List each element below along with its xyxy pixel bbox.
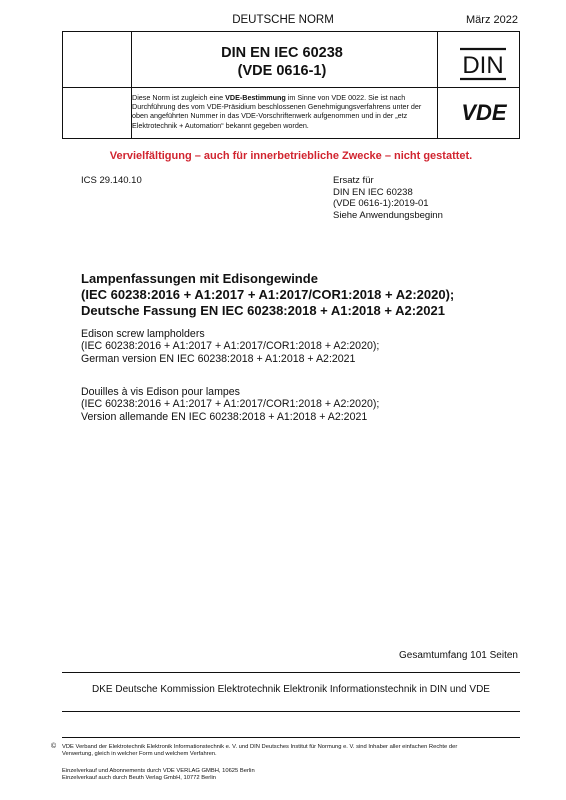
- standard-number-line2: (VDE 0616-1): [237, 63, 327, 79]
- title-french-line: (IEC 60238:2016 + A1:2017 + A1:2017/COR1:2018 + A2:2020);: [81, 398, 380, 411]
- copyright-text: VDE Verband der Elektrotechnik Elektronik Informationstechnik e. V. und DIN Deutsches Institut für Normung e. V. sind Inhaber aller einfachen Rechte der Verwertung, gleich in welcher Form und welchem Verfahren.: [62, 744, 458, 757]
- vde-note-prefix: Diese Norm ist zugleich eine: [132, 93, 226, 102]
- title-german-line: (IEC 60238:2016 + A1:2017 + A1:2017/COR1:2018 + A2:2020);: [81, 287, 455, 303]
- replacement-line: Siehe Anwendungsbeginn: [333, 209, 443, 221]
- frame-middle-rule: [62, 87, 520, 88]
- standard-number-line1: DIN EN IEC 60238: [221, 45, 343, 61]
- dke-bottom-rule: [62, 711, 520, 712]
- replacement-line: DIN EN IEC 60238: [333, 186, 413, 198]
- replacement-info: [333, 175, 443, 221]
- frame-bottom-rule: [62, 138, 520, 139]
- replacement-line: Ersatz für: [333, 175, 374, 186]
- sales-line: Einzelverkauf und Abonnements durch VDE VERLAG GMBH, 10625 Berlin: [62, 768, 255, 774]
- total-pages: Gesamtumfang 101 Seiten: [399, 650, 518, 661]
- title-french-line: Version allemande EN IEC 60238:2018 + A1:2018 + A2:2021: [81, 410, 368, 423]
- dke-line: DKE Deutsche Kommission Elektrotechnik Elektronik Informationstechnik in DIN und VDE: [92, 684, 490, 695]
- title-english: [81, 328, 521, 365]
- document-type: DEUTSCHE NORM: [232, 14, 334, 26]
- copyright-notice: [51, 743, 482, 757]
- title-english-line: Edison screw lampholders: [81, 328, 205, 340]
- publication-date: März 2022: [466, 14, 518, 26]
- footer-rule: [62, 737, 520, 738]
- reproduction-notice: Vervielfältigung – auch für innerbetriebliche Zwecke – nicht gestattet.: [109, 150, 473, 162]
- sales-line: Einzelverkauf auch durch Beuth Verlag GmbH, 10772 Berlin: [62, 775, 217, 782]
- title-english-line: (IEC 60238:2016 + A1:2017 + A1:2017/COR1:2018 + A2:2020);: [81, 340, 380, 353]
- din-logo: [458, 46, 508, 82]
- title-english-line: German version EN IEC 60238:2018 + A1:2018 + A2:2021: [81, 352, 356, 365]
- ics-code: ICS 29.140.10: [81, 175, 142, 186]
- vde-logo-text: VDE: [461, 101, 507, 123]
- vde-note-suffix: im Sinne von VDE 0022. Sie ist nach Durchführung des vom VDE-Präsidium beschlossenen Genehmigungsverfahrens unter der oben angeführten Nummer in das VDE-Vorschriftenwerk aufgenommen und in der „etz Elektrotechnik + Automation“ bekannt gegeben worden.: [132, 93, 422, 130]
- title-german-line: Lampenfassungen mit Edisongewinde: [81, 271, 318, 286]
- standard-number: [62, 44, 502, 80]
- title-german: [81, 271, 521, 320]
- vde-logo: [448, 101, 520, 123]
- title-german-line: Deutsche Fassung EN IEC 60238:2018 + A1:2018 + A2:2021: [81, 303, 445, 319]
- vde-note-bold: VDE-Bestimmung: [225, 93, 286, 102]
- dke-top-rule: [62, 672, 520, 673]
- replacement-line: (VDE 0616-1):2019-01: [333, 198, 429, 210]
- vde-regulation-note: [132, 93, 436, 130]
- din-logo-text: DIN: [462, 52, 504, 79]
- copyright-symbol: ©: [51, 743, 57, 750]
- title-french: [81, 386, 521, 423]
- sales-info: [62, 768, 255, 783]
- title-french-line: Douilles à vis Edison pour lampes: [81, 386, 240, 398]
